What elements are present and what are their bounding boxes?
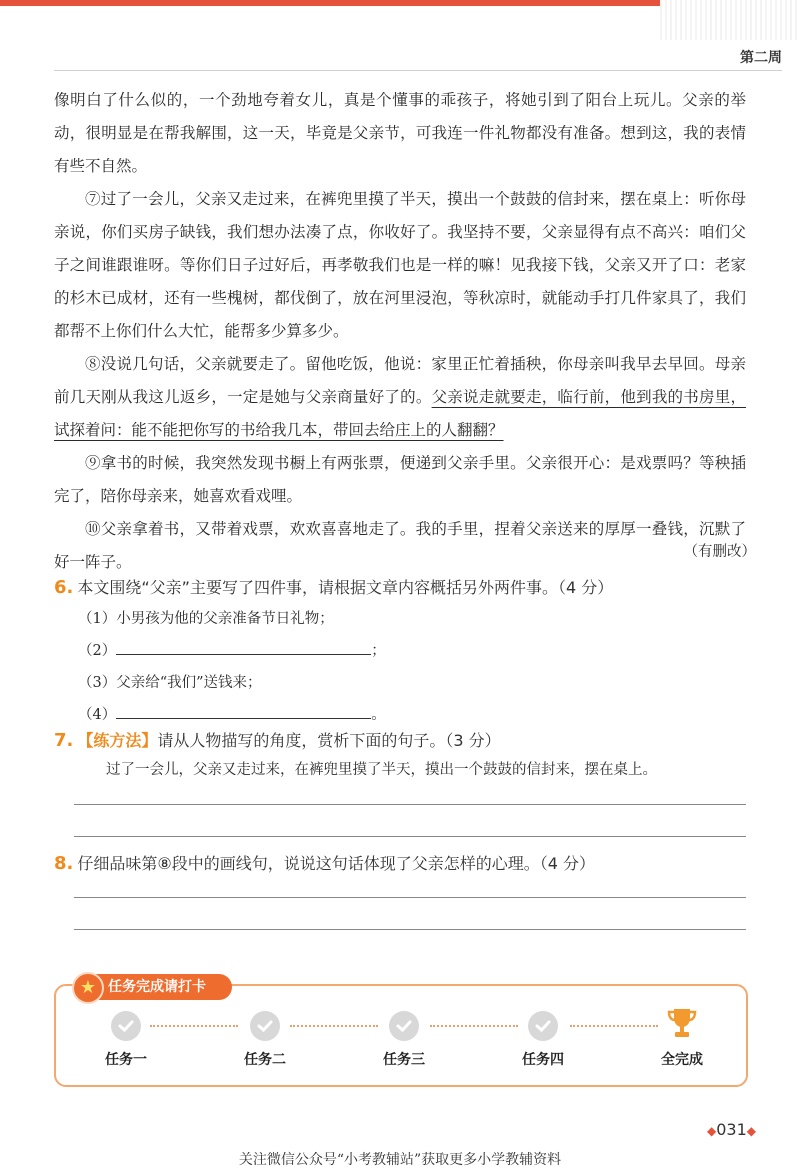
question-text: 仔细品味第⑧段中的画线句，说说这句话体现了父亲怎样的心理。（4 分） [77,854,595,873]
answer-line[interactable] [74,897,746,898]
reading-passage [54,84,746,579]
item-end: 。 [371,707,386,723]
header-rule [54,70,782,71]
question-number: 6. [54,577,74,598]
answer-blank[interactable] [116,704,371,719]
question-8 [54,851,595,874]
step-label: 任务四 [522,1052,564,1068]
q6-item-4 [78,703,386,724]
step-label: 任务三 [383,1052,425,1068]
question-number: 8. [54,853,74,874]
task-step-4[interactable] [503,1011,583,1069]
paragraph-p9 [54,447,746,513]
item-label: （3）父亲给“我们”送钱来； [78,675,262,691]
item-label: （1）小男孩为他的父亲准备节日礼物； [78,611,334,627]
question-6 [54,575,613,598]
source-note: （有删改） [683,544,756,560]
check-icon [389,1011,419,1041]
page-number-text: 031 [716,1120,747,1139]
q6-item-2 [78,639,386,660]
check-icon [111,1011,141,1041]
page-number [707,1120,756,1139]
answer-line[interactable] [74,804,746,805]
dot-icon: ◆ [706,1124,717,1138]
underlined-sentence: 父亲说走就要走，临行前，他到我的书房里，试探着问：能不能把你写的书给我几本，带回去给庄上的人翻翻？ [54,388,746,439]
q6-item-1 [78,607,334,628]
paragraph-text: ⑩父亲拿着书，又带着戏票，欢欢喜喜地走了。我的手里，捏着父亲送来的厚厚一叠钱，沉默了好一阵子。 [54,520,746,571]
quoted-sentence: 过了一会儿，父亲又走过来，在裤兜里摸了半天，摸出一个鼓鼓的信封来，摆在桌上。 [106,762,657,778]
item-end: ； [371,643,386,659]
check-icon [250,1011,280,1041]
paragraph-text: ⑦过了一会儿，父亲又走过来，在裤兜里摸了半天，摸出一个鼓鼓的信封来，摆在桌上：听你母亲说，你们买房子缺钱，我们想办法凑了点，你收好了。我坚持不要，父亲显得有点不高兴：咱们父子之间谁跟谁呀。等你们日子过好后，再孝敬我们也是一样的嘛！见我接下钱，父亲又开了口：老家的杉木已成材，还有一些槐树，都伐倒了，放在河里浸泡，等秋凉时，就能动手打几件家具了，我们都帮不上你们什么大忙，能帮多少算多少。 [54,190,746,340]
question-number: 7. [54,730,74,751]
answer-line[interactable] [74,836,746,837]
method-tag: 【练方法】 [77,731,158,750]
paragraph-p8 [54,348,746,447]
check-icon [528,1011,558,1041]
task-step-2[interactable] [225,1011,305,1069]
question-text: 本文围绕“父亲”主要写了四件事，请根据文章内容概括另外两件事。（4 分） [77,578,614,597]
paragraph-text: 像明白了什么似的，一个劲地夸着女儿，真是个懂事的乖孩子，将她引到了阳台上玩儿。父亲的举动，很明显是在帮我解围，这一天，毕竟是父亲节，可我连一件礼物都没有准备。想到这，我的表情有些不自然。 [54,91,746,175]
item-label: （4） [78,707,117,723]
paragraph-text: ⑧没说几句话，父亲就要走了。留他吃饭，他说：家里正忙着插秧，你母亲叫我早去早回。母亲前几天刚从我这儿返乡，一定是她与父亲商量好了的。 [54,355,746,406]
trophy-icon [642,1006,722,1041]
paragraph-cont [54,84,746,183]
task-step-1[interactable] [86,1011,166,1069]
question-text: 请从人物描写的角度，赏析下面的句子。（3 分） [157,731,501,750]
q6-item-3 [78,671,262,692]
checkin-title: 任务完成请打卡 [82,974,232,1000]
step-label: 任务二 [244,1052,286,1068]
footer-watermark: 关注微信公众号“小考教辅站”获取更多小学教辅资料 [238,1152,562,1168]
item-label: （2） [78,643,117,659]
answer-blank[interactable] [116,640,371,655]
answer-line[interactable] [74,929,746,930]
week-label: 第二周 [740,50,782,66]
corner-pattern [660,0,800,40]
task-step-3[interactable] [364,1011,444,1069]
task-complete[interactable] [642,1006,722,1069]
step-label: 全完成 [661,1052,703,1068]
question-7 [54,728,501,751]
paragraph-p7 [54,183,746,348]
step-label: 任务一 [105,1052,147,1068]
dot-icon: ◆ [746,1124,756,1138]
paragraph-p10 [54,513,746,579]
star-icon: ★ [72,972,104,1004]
paragraph-text: ⑨拿书的时候，我突然发现书橱上有两张票，便递到父亲手里。父亲很开心：是戏票吗？等秧插完了，陪你母亲来，她喜欢看戏哩。 [54,454,746,505]
